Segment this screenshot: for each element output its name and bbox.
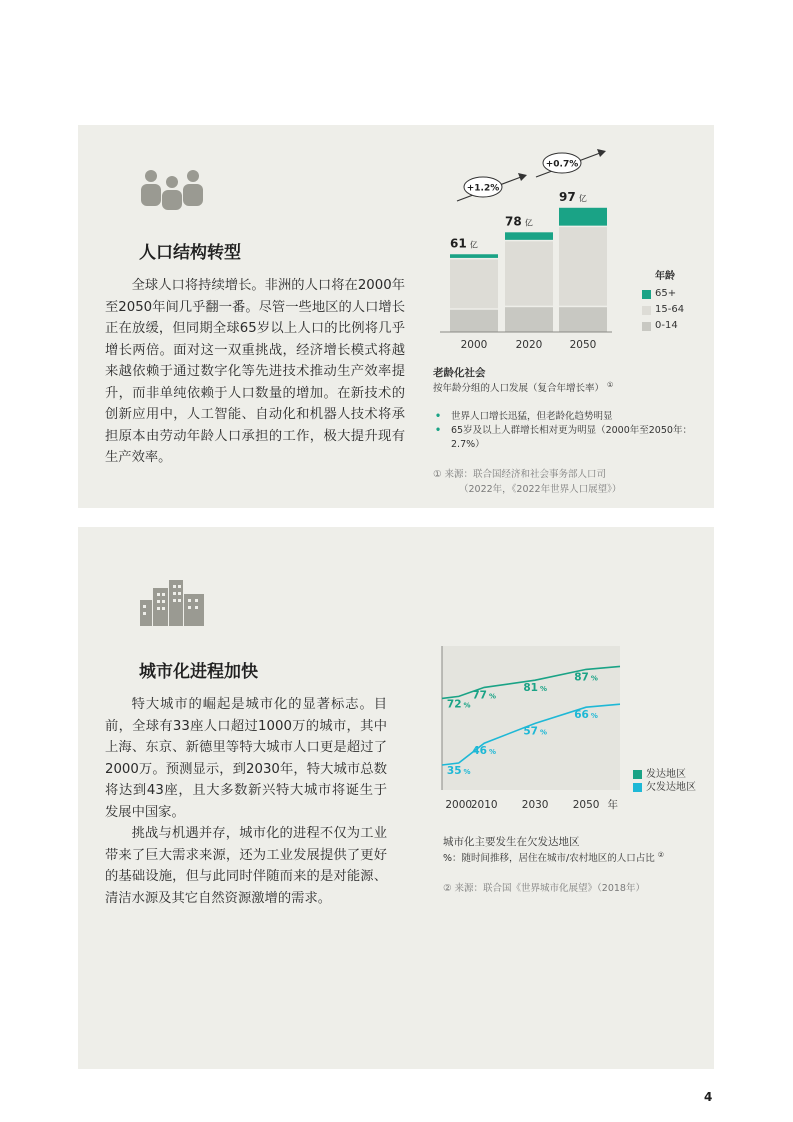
chart2-subtitle-text: %：随时间推移，居住在城市/农村地区的人口占比 <box>443 853 655 864</box>
chart1-source <box>433 467 621 497</box>
legend-item <box>642 286 684 302</box>
x-tick-label: 2000 <box>460 339 488 351</box>
bar-total-label: 61 亿 <box>450 236 478 251</box>
x-tick-label: 2020 <box>515 339 543 351</box>
legend-label: 15-64 <box>655 304 685 315</box>
bar-total-label: 78 亿 <box>505 214 533 229</box>
chart1-subtitle <box>433 380 613 394</box>
data-label: 81 % <box>523 682 547 695</box>
chart1-bullets <box>433 410 703 452</box>
bar-15-64-2020 <box>505 241 553 305</box>
data-label: 57 % <box>523 725 547 738</box>
source-line: （2022年，《2022年世界人口展望》） <box>459 484 622 495</box>
legend-item <box>633 781 696 794</box>
svg-text:+0.7%: +0.7% <box>545 159 579 170</box>
legend-swatch <box>642 306 651 315</box>
svg-text:+1.2%: +1.2% <box>466 183 500 194</box>
data-label: 87 % <box>574 671 598 684</box>
legend-swatch <box>642 322 651 331</box>
legend-label: 65+ <box>655 288 677 299</box>
chart2-legend <box>633 768 696 794</box>
section1-paragraph: 全球人口将持续增长。非洲的人口将在2000年至2050年间几乎翻一番。尽管一些地区的人口增长正在放缓，但同期全球65岁以上人口的比例将几乎增长两倍。面对这一双重挑战，经济增长模式将越来越依赖于通过数字化等先进技术推动生产效率提升，而非单纯依赖于人口数量的增加。在新技术的创新应用中，人工智能、自动化和机器人技术将承担原本由劳动年龄人口承担的工作，极大提升现有生产效率。 <box>105 278 405 465</box>
legend-swatch <box>633 770 642 779</box>
growth-annotation <box>536 149 606 177</box>
data-label: 35 % <box>446 765 471 777</box>
chart1-legend <box>642 286 684 334</box>
legend-label: 发达地区 <box>646 769 686 780</box>
section2-title: 城市化进程加快 <box>139 662 258 682</box>
legend-item <box>642 318 684 334</box>
chart1-subtitle-text: 按年龄分组的人口发展（复合年增长率） <box>433 383 605 394</box>
x-tick-label: 2050 <box>572 799 600 811</box>
page-number: 4 <box>704 1090 713 1104</box>
chart2-source <box>443 881 645 896</box>
source-line: ① 来源：联合国经济和社会事务部人口司 <box>433 469 607 480</box>
x-tick-label: 2000 <box>445 799 473 811</box>
data-label: 77 % <box>472 689 497 702</box>
bar-15-64-2050 <box>559 227 607 306</box>
section1-title: 人口结构转型 <box>139 243 241 263</box>
x-tick-label: 2010 <box>470 799 498 811</box>
bar-15-64-2000 <box>450 259 498 308</box>
section1-body <box>105 275 405 469</box>
bar-65+-2020 <box>505 232 553 240</box>
list-item: • 65岁及以上人群增长相对更为明显（2000年至2050年：2.7%） <box>433 424 703 452</box>
x-tick-label: 2030 <box>521 799 549 811</box>
data-label: 72 % <box>446 698 471 711</box>
section2-paragraph: 挑战与机遇并存，城市化的进程不仅为工业带来了巨大需求来源，还为工业发展提供了更好的基础设施，但与此同时伴随而来的是对能源、清洁水源及其它自然资源激增的需求。 <box>105 826 387 906</box>
chart2-footnote-mark: ② <box>657 850 665 859</box>
legend-item <box>642 302 684 318</box>
source-line: ② 来源：联合国《世界城市化展望》（2018年） <box>443 883 645 894</box>
section2-body <box>105 694 387 909</box>
chart1-title: 老龄化社会 <box>433 367 486 379</box>
list-item: • 世界人口增长迅猛，但老龄化趋势明显 <box>433 410 703 424</box>
data-label: 66 % <box>574 709 598 722</box>
x-tick-label: 2050 <box>569 339 597 351</box>
bar-0-14-2000 <box>450 310 498 332</box>
legend-swatch <box>633 783 642 792</box>
legend-label: 欠发达地区 <box>646 782 696 793</box>
people-group-icon <box>139 168 205 212</box>
bar-65+-2050 <box>559 208 607 226</box>
legend-label: 0-14 <box>655 320 678 331</box>
legend-swatch <box>642 290 651 299</box>
bar-65+-2000 <box>450 254 498 258</box>
bar-total-label: 97 亿 <box>559 189 587 204</box>
data-label: 46 % <box>472 745 497 758</box>
chart1-legend-title: 年龄 <box>655 271 675 282</box>
bar-0-14-2050 <box>559 307 607 331</box>
growth-annotation <box>457 173 527 201</box>
chart2-subtitle <box>443 850 664 864</box>
legend-item <box>633 768 696 781</box>
bar-0-14-2020 <box>505 307 553 331</box>
section2-paragraph: 特大城市的崛起是城市化的显著标志。目前，全球有33座人口超过1000万的城市，其中上海、东京、新德里等特大城市人口更是超过了2000万。预测显示，到2030年，特大城市总数将达到43座，且大多数新兴特大城市将诞生于发展中国家。 <box>105 697 387 820</box>
x-axis-unit: 年 <box>607 799 618 811</box>
chart1-footnote-mark: ① <box>607 380 614 389</box>
urbanization-line-chart <box>430 640 630 820</box>
city-buildings-icon <box>140 580 204 626</box>
chart2-title: 城市化主要发生在欠发达地区 <box>443 836 580 848</box>
